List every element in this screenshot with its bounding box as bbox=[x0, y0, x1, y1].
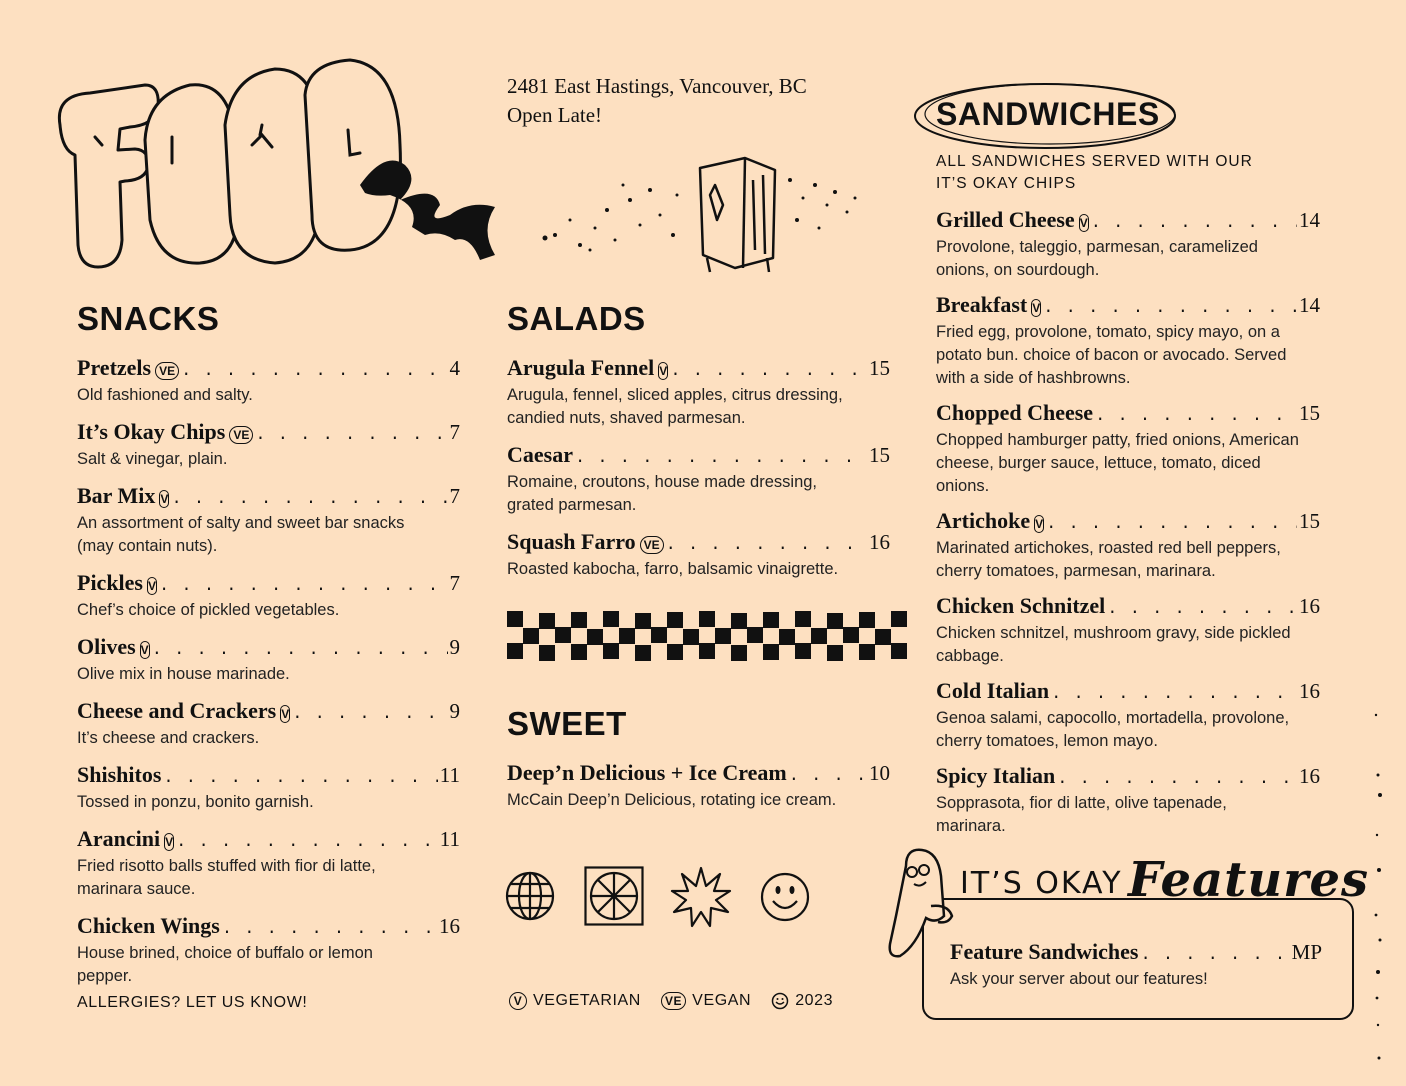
menu-item-price: 16 bbox=[1299, 594, 1320, 618]
menu-item-name: Cold Italian bbox=[936, 678, 1050, 703]
menu-item-price: 15 bbox=[1299, 509, 1320, 533]
legend bbox=[509, 992, 833, 1010]
checker-square bbox=[603, 643, 619, 659]
sweet-list bbox=[507, 761, 890, 812]
checker-square bbox=[635, 645, 651, 661]
menu-item-name: Breakfast bbox=[936, 292, 1028, 317]
menu-item-desc: Salt & vinegar, plain. bbox=[77, 450, 228, 468]
menu-item-name: Arancini bbox=[77, 826, 161, 851]
checker-square bbox=[539, 613, 555, 629]
menu-item-name: Pickles bbox=[77, 570, 143, 595]
checker-pattern bbox=[507, 608, 907, 664]
smiley-icon bbox=[759, 871, 811, 923]
checker-square bbox=[667, 644, 683, 660]
checker-square bbox=[587, 629, 603, 645]
sweet-title: SWEET bbox=[507, 705, 627, 742]
menu-item-price: 7 bbox=[449, 420, 460, 444]
menu-item-desc: Tossed in ponzu, bonito garnish. bbox=[77, 793, 314, 811]
menu-item-desc: Provolone, taleggio, parmesan, caramelized onions, on sourdough. bbox=[936, 238, 1258, 279]
menu-item-desc: Romaine, croutons, house made dressing, grated parmesan. bbox=[507, 473, 818, 514]
feature-item-price: MP bbox=[1291, 940, 1322, 964]
checker-square bbox=[667, 612, 683, 628]
vegan-mark-icon: VE bbox=[229, 426, 253, 444]
menu-item-desc: An assortment of salty and sweet bar snacks (may contain nuts). bbox=[77, 514, 405, 555]
sandwiches-subtitle-line2: IT’S OKAY CHIPS bbox=[936, 175, 1077, 192]
checker-square bbox=[555, 627, 571, 643]
menu-item-price: 16 bbox=[1299, 764, 1320, 788]
menu-item bbox=[936, 594, 1320, 668]
menu-item bbox=[936, 293, 1320, 390]
checker-square bbox=[795, 611, 811, 627]
checker-square bbox=[571, 612, 587, 628]
menu-item-name: Chopped Cheese bbox=[936, 400, 1094, 425]
checker-square bbox=[811, 628, 827, 644]
address-line1: 2481 East Hastings, Vancouver, BC bbox=[507, 74, 807, 98]
checker-square bbox=[683, 629, 699, 645]
checker-square bbox=[699, 611, 715, 627]
sandwiches-title: SANDWICHES bbox=[936, 96, 1160, 132]
menu-item bbox=[77, 635, 460, 686]
menu-item-desc: Roasted kabocha, farro, balsamic vinaigrette. bbox=[507, 560, 839, 578]
year-label: 2023 bbox=[795, 992, 834, 1009]
checker-square bbox=[699, 643, 715, 659]
menu-item bbox=[77, 420, 460, 471]
checker-square bbox=[571, 644, 587, 660]
menu-item-desc: Chef’s choice of pickled vegetables. bbox=[77, 601, 340, 619]
food-logo bbox=[50, 55, 510, 275]
menu-item-price: 16 bbox=[869, 530, 890, 554]
feature-item bbox=[950, 940, 1322, 991]
checker-square bbox=[859, 644, 875, 660]
checker-square bbox=[507, 643, 523, 659]
menu-item bbox=[936, 679, 1320, 753]
globe-icon bbox=[504, 870, 556, 922]
salads-section bbox=[507, 300, 890, 594]
sandwiches-subtitle-line1: ALL SANDWICHES SERVED WITH OUR bbox=[936, 153, 1253, 170]
leader-dots bbox=[292, 703, 447, 727]
menu-item-name: Bar Mix bbox=[77, 483, 156, 508]
menu-item-name: Caesar bbox=[507, 442, 573, 467]
leader-dots bbox=[789, 765, 867, 789]
leader-dots bbox=[1046, 513, 1297, 537]
leader-dots bbox=[181, 360, 447, 384]
menu-item bbox=[507, 443, 890, 517]
menu-item-price: 14 bbox=[1299, 208, 1320, 232]
menu-item-name: Pretzels bbox=[77, 355, 152, 380]
menu-item bbox=[507, 530, 890, 581]
menu-item-price: 9 bbox=[449, 699, 460, 723]
sandwiches-list bbox=[936, 208, 1320, 838]
menu-item-price: 7 bbox=[449, 484, 460, 508]
checker-square bbox=[891, 643, 907, 659]
checker-square bbox=[843, 627, 859, 643]
menu-item bbox=[77, 827, 460, 901]
leader-dots bbox=[575, 447, 867, 471]
vegan-mark-icon: VE bbox=[155, 362, 179, 380]
snacks-title: SNACKS bbox=[77, 300, 220, 337]
menu-item-price: 9 bbox=[449, 635, 460, 659]
menu-item-desc: Marinated artichokes, roasted red bell peppers, cherry tomatoes, parmesan, marinara. bbox=[936, 539, 1281, 580]
leader-dots bbox=[159, 575, 447, 599]
menu-item bbox=[936, 764, 1320, 838]
menu-item-desc: Fried egg, provolone, tomato, spicy mayo, on a potato bun. choice of bacon or avocado. Served with a side of hashbrowns. bbox=[936, 323, 1287, 387]
checker-square bbox=[619, 628, 635, 644]
menu-item-desc: Chicken schnitzel, mushroom gravy, side pickled cabbage. bbox=[936, 624, 1291, 665]
menu-item-price: 15 bbox=[869, 356, 890, 380]
starburst-icon bbox=[670, 866, 732, 928]
sandwiches-section bbox=[936, 208, 1320, 849]
checker-square bbox=[859, 612, 875, 628]
checker-square bbox=[763, 612, 779, 628]
vegan-label: VEGAN bbox=[692, 992, 752, 1009]
leader-dots bbox=[1057, 768, 1297, 792]
menu-item-name: Shishitos bbox=[77, 762, 162, 787]
menu-item bbox=[77, 356, 460, 407]
jukebox-illustration bbox=[535, 150, 865, 285]
leader-dots bbox=[171, 488, 447, 512]
menu-item-price: 4 bbox=[449, 356, 460, 380]
address-line2: Open Late! bbox=[507, 103, 603, 127]
vegan-mark-icon: VE bbox=[640, 536, 664, 554]
vegan-mark-icon: VE bbox=[661, 992, 686, 1010]
menu-item-desc: House brined, choice of buffalo or lemon pepper. bbox=[77, 944, 373, 985]
leader-dots bbox=[1095, 405, 1297, 429]
features-heading-a: IT’S OKAY bbox=[960, 866, 1123, 901]
menu-item-name: Olives bbox=[77, 634, 136, 659]
menu-item bbox=[77, 484, 460, 558]
menu-item-name: Arugula Fennel bbox=[507, 355, 655, 380]
checker-square bbox=[635, 613, 651, 629]
checker-square bbox=[507, 611, 523, 627]
leader-dots bbox=[670, 360, 867, 384]
menu-item bbox=[77, 763, 460, 814]
checker-square bbox=[827, 645, 843, 661]
leader-dots bbox=[666, 534, 867, 558]
menu-item-price: 7 bbox=[449, 571, 460, 595]
menu-item-name: Chicken Wings bbox=[77, 913, 220, 938]
vegetarian-mark-icon: V bbox=[1079, 216, 1088, 230]
menu-item-name: Chicken Schnitzel bbox=[936, 593, 1106, 618]
menu-item-price: 11 bbox=[439, 827, 460, 851]
checker-square bbox=[539, 645, 555, 661]
vegetarian-mark-icon: V bbox=[148, 579, 157, 593]
leader-dots bbox=[222, 918, 437, 942]
menu-item-price: 10 bbox=[869, 761, 890, 785]
menu-item bbox=[936, 208, 1320, 282]
leader-dots bbox=[152, 639, 448, 663]
menu-item-name: Spicy Italian bbox=[936, 763, 1056, 788]
sweet-section bbox=[507, 705, 890, 825]
sandwiches-subtitle bbox=[936, 151, 1253, 195]
menu-item-desc: Fried risotto balls stuffed with fior di latte, marinara sauce. bbox=[77, 857, 376, 898]
checker-square bbox=[891, 611, 907, 627]
menu-item-desc: Old fashioned and salty. bbox=[77, 386, 253, 404]
menu-item-price: 15 bbox=[869, 443, 890, 467]
allergies-note: ALLERGIES? LET US KNOW! bbox=[77, 994, 308, 1011]
menu-item-name: Deep’n Delicious + Ice Cream bbox=[507, 760, 787, 785]
menu-item-desc: McCain Deep’n Delicious, rotating ice cream. bbox=[507, 791, 837, 809]
leader-dots bbox=[1051, 683, 1297, 707]
vegetarian-mark-icon: V bbox=[659, 364, 668, 378]
snacks-section bbox=[77, 300, 460, 1001]
pizza-icon bbox=[584, 866, 644, 926]
menu-item-price: 16 bbox=[439, 914, 460, 938]
checker-square bbox=[795, 643, 811, 659]
menu-item-desc: Chopped hamburger patty, fried onions, American cheese, burger sauce, lettuce, tomato, diced onions. bbox=[936, 431, 1299, 495]
vegetarian-mark-icon: V bbox=[1035, 517, 1044, 531]
checker-square bbox=[603, 611, 619, 627]
leader-dots bbox=[255, 424, 447, 448]
checker-square bbox=[731, 645, 747, 661]
checker-square bbox=[763, 644, 779, 660]
menu-item bbox=[936, 509, 1320, 583]
leader-dots bbox=[176, 831, 438, 855]
menu-item-name: It’s Okay Chips bbox=[77, 419, 226, 444]
menu-item-desc: Genoa salami, capocollo, mortadella, provolone, cherry tomatoes, lemon mayo. bbox=[936, 709, 1290, 750]
snacks-list bbox=[77, 356, 460, 988]
vegetarian-mark-icon: V bbox=[165, 835, 174, 849]
feature-item-name: Feature Sandwiches bbox=[950, 939, 1139, 964]
menu-item-price: 16 bbox=[1299, 679, 1320, 703]
menu-item-price: 15 bbox=[1299, 401, 1320, 425]
checker-square bbox=[747, 627, 763, 643]
menu-item-name: Squash Farro bbox=[507, 529, 636, 554]
menu-item bbox=[77, 571, 460, 622]
menu-item bbox=[77, 699, 460, 750]
features-heading-b: Features bbox=[1128, 852, 1370, 908]
menu-item-desc: Arugula, fennel, sliced apples, citrus dressing, candied nuts, shaved parmesan. bbox=[507, 386, 843, 427]
menu-item bbox=[507, 761, 890, 812]
checker-square bbox=[731, 613, 747, 629]
menu-item-price: 14 bbox=[1299, 293, 1320, 317]
leader-dots bbox=[163, 767, 437, 791]
menu-item-desc: Olive mix in house marinade. bbox=[77, 665, 290, 683]
smiley-small-icon bbox=[771, 992, 789, 1010]
feature-item-desc: Ask your server about our features! bbox=[950, 970, 1208, 988]
vegetarian-mark-icon: V bbox=[281, 707, 290, 721]
vegetarian-mark-icon: V bbox=[1032, 301, 1041, 315]
menu-item-name: Artichoke bbox=[936, 508, 1031, 533]
vegetarian-mark-icon: V bbox=[509, 992, 527, 1010]
menu-item-desc: Sopprasota, fior di latte, olive tapenade, marinara. bbox=[936, 794, 1227, 835]
salads-title: SALADS bbox=[507, 300, 646, 337]
checker-square bbox=[827, 613, 843, 629]
leader-dots bbox=[1107, 598, 1297, 622]
menu-item bbox=[507, 356, 890, 430]
vegetarian-mark-icon: V bbox=[160, 492, 169, 506]
address bbox=[507, 72, 807, 130]
edge-specks bbox=[1368, 700, 1388, 1080]
leader-dots bbox=[1091, 212, 1297, 236]
vegetarian-mark-icon: V bbox=[140, 643, 149, 657]
checker-square bbox=[523, 628, 539, 644]
leader-dots bbox=[1043, 297, 1297, 321]
menu-item-price: 11 bbox=[439, 763, 460, 787]
menu-item bbox=[77, 914, 460, 988]
salads-list bbox=[507, 356, 890, 581]
vegetarian-label: VEGETARIAN bbox=[533, 992, 641, 1009]
checker-square bbox=[779, 629, 795, 645]
checker-square bbox=[875, 629, 891, 645]
checker-square bbox=[715, 628, 731, 644]
checker-square bbox=[651, 627, 667, 643]
menu-item-desc: It’s cheese and crackers. bbox=[77, 729, 260, 747]
menu-item-name: Cheese and Crackers bbox=[77, 698, 277, 723]
menu-item-name: Grilled Cheese bbox=[936, 207, 1075, 232]
menu-item bbox=[936, 401, 1320, 498]
